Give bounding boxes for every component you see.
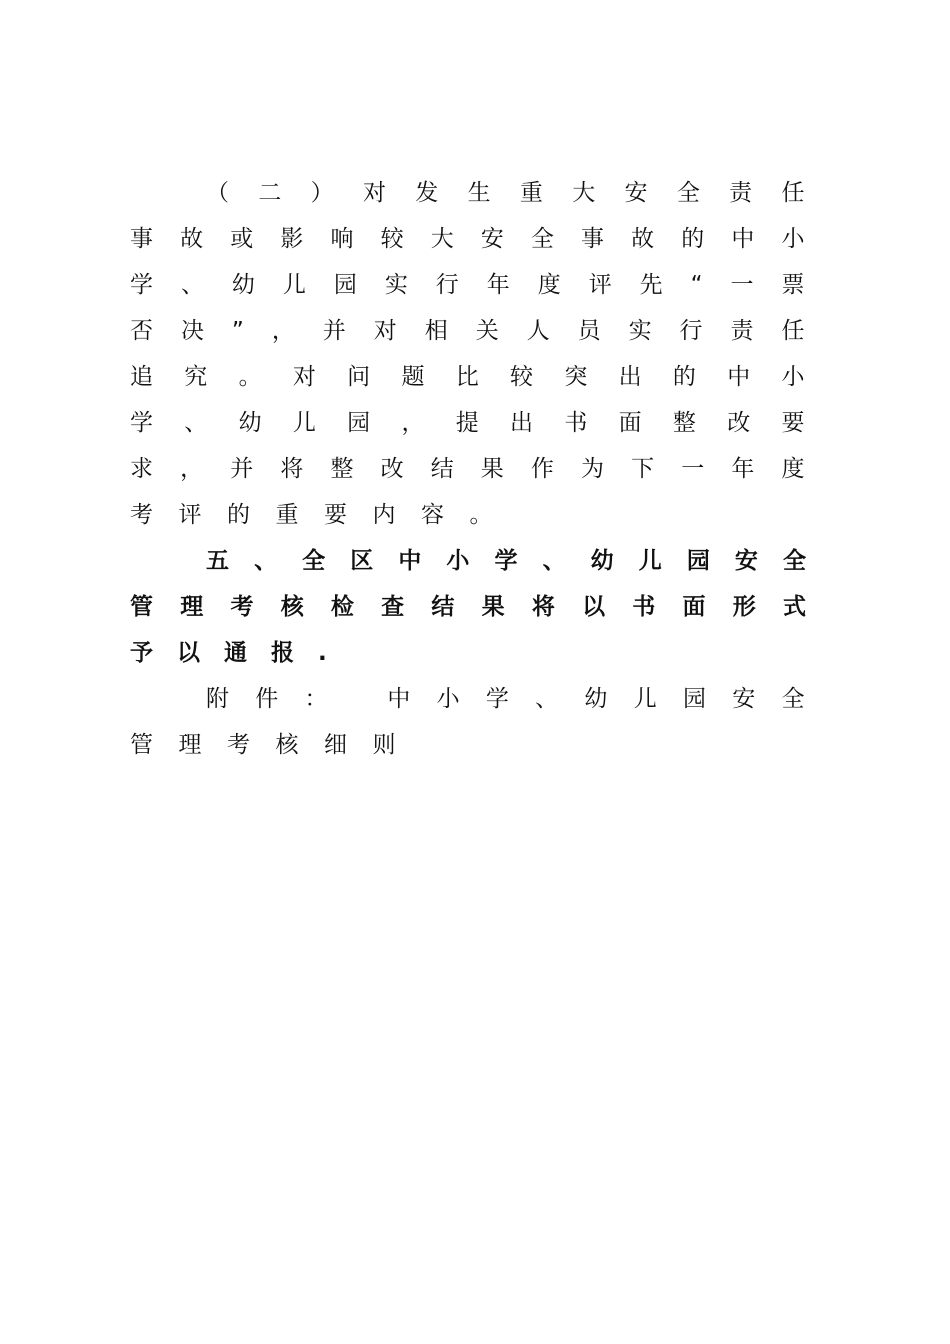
section-five-heading: 五、全区中小学、幼儿园安全管理考核检查结果将以书面形式予以通报. — [130, 548, 830, 666]
document-body — [130, 170, 830, 768]
attachment-line: 附件： 中小学、幼儿园安全管理考核细则 — [130, 686, 830, 758]
clause-two-paragraph: （二）对发生重大安全责任事故或影响较大安全事故的中小学、幼儿园实行年度评先“一票否决”，并对相关人员实行责任追究。对问题比较突出的中小学、幼儿园，提出书面整改要求，并将整改结果作为下一年度考评的重要内容。 — [130, 180, 830, 528]
